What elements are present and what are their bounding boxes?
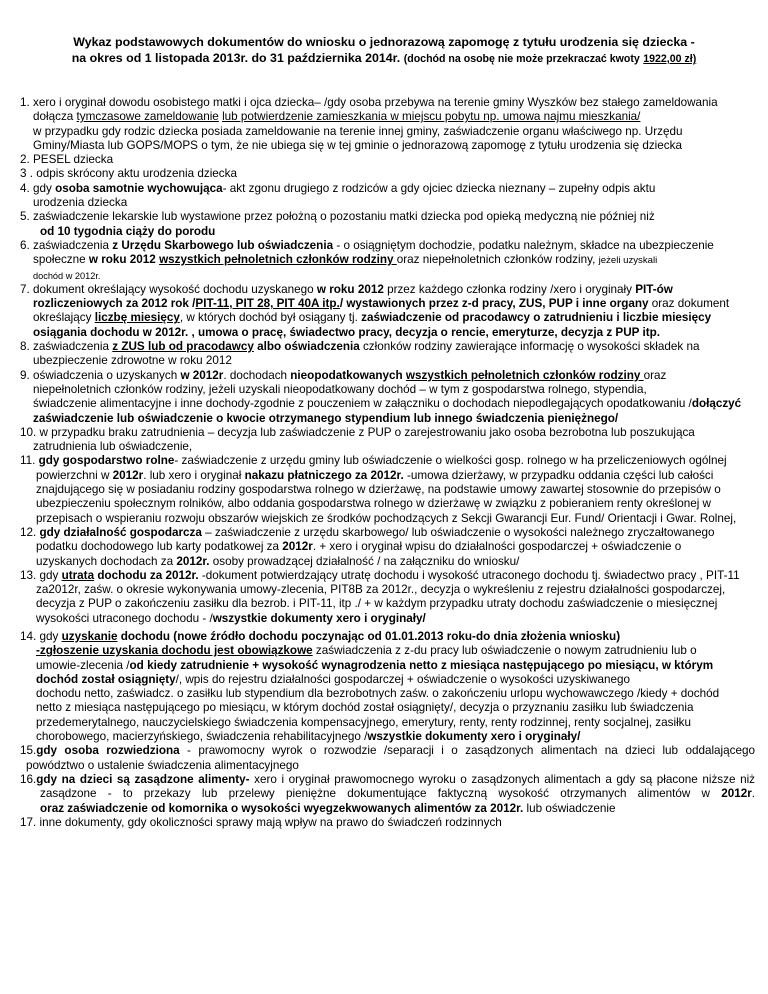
title-line-1: Wykaz podstawowych dokumentów do wniosku o jednorazową zapomogę z tytułu urodzenia się dziecka - <box>73 35 695 49</box>
title-income-amount: 1922,00 zł) <box>643 53 697 65</box>
title-line-2 <box>0 50 768 67</box>
document-title <box>0 34 768 67</box>
list-item-12: 12. gdy działalność gospodarcza – zaświadczenie z urzędu skarbowego/ lub oświadczenie o wysokości należnego zryczałtowanego podatku dochodowego lub karty podatkowej za 2012r. + xero i oryginał wpisu do działalności gospodarczej + oświadczenie o uzyskanych dochodach za 2012r. osoby prowadzącej działalność / na załączniku do wniosku/ <box>20 525 715 568</box>
list-item-5: 5. zaświadczenie lekarskie lub wystawione przez położną o pozostaniu matki dziecka pod opieką medyczną nie później niż od 10 tygodnia ciąży do porodu <box>20 210 655 238</box>
list-item-6: 6. zaświadczenia z Urzędu Skarbowego lub oświadczenia - o osiągniętym dochodzie, podatku należnym, składce na ubezpieczenie społeczne w roku 2012 wszystkich pełnoletnich członków rodziny oraz niepełnoletnich członków rodziny, jeżeli uzyskali dochód w 2012r. <box>20 238 714 281</box>
list-item-13: 13. gdy utrata dochodu za 2012r. -dokument potwierdzający utratę dochodu i wysokość utraconego dochodu tj. świadectwo pracy , PIT-11 za2012r, zaśw. o okresie wykonywania umowy-zlecenia, PIT8B za 2012r., decyzja o wykreśleniu z rejestru działalności gospodarczej, decyzja z PUP o zakończeniu zasiłku dla bezrob. i PIT-11, itp ./ + w każdym przypadku utraty dochodu zaświadczenie o miesięcznej wysokości utraconego dochodu - /wszystkie dokumenty xero i oryginały/ <box>20 568 740 625</box>
list-item-11: 11. gdy gospodarstwo rolne- zaświadczenie z urzędu gminy lub oświadczenie o wielkości gosp. rolnego w ha przeliczeniowych ogólnej powierzchni w 2012r. lub xero i oryginał nakazu płatniczego za 2012r. -umowa dzierżawy, w przypadku oddania części lub całości znajdującego się w posiadaniu rodziny gospodarstwa rolnego w dzierżawę, na podstawie umowy zawartej stosownie do przepisów o ubezpieczeniu społecznym rolników, albo oddania gospodarstwa rolnego w dzierżawę w związku z pobieraniem renty określonej w przepisach o wspieraniu rozwoju obszarów wiejskich ze środków pochodzących z Sekcji Gwarancji Eur. Fund/ Orientacji i Gwar. Rolnej, <box>20 454 737 525</box>
list-item-16: 16.gdy na dzieci są zasądzone alimenty- xero i oryginał prawomocnego wyroku o zasądzonych alimentach a gdy są płacone niższe niż zasądzone - to przekazy lub przelewy pieniężne dokumentujące faktyczną wysokość otrzymanych alimentów w 2012r. oraz zaświadczenie od komornika o wysokości wyegzekwowanych alimentów za 2012r. lub oświadczenie <box>20 772 756 815</box>
list-item-3: 3 . odpis skrócony aktu urodzenia dziecka <box>20 167 237 181</box>
list-item-1: 1. xero i oryginał dowodu osobistego matki i ojca dziecka– /gdy osoba przebywa na terenie gminy Wyszków bez stałego zameldowania dołącza tymczasowe zameldowanie lub potwierdzenie zamieszkania w miejscu pobytu np. umowa najmu mieszkania/ w przypadku gdy rodzic dziecka posiada zameldowanie na terenie innej gminy, zaświadczenie organu właściwego np. Urzędu Gminy/Miasta lub GOPS/MOPS o tym, że nie ubiega się w tej gminie o jednorazową zapomogę z tytułu urodzenia się dziecka <box>20 96 718 152</box>
list-item-15: 15.gdy osoba rozwiedziona - prawomocny wyrok o rozwodzie /separacji i o zasądzonych alimentach na dzieci lub oddalającego powództwo o ustalenie świadczenia alimentacyjnego <box>20 744 755 772</box>
title-income-note: (dochód na osobę nie może przekraczać kwoty <box>403 53 640 65</box>
list-item-2: 2. PESEL dziecka <box>20 153 114 167</box>
list-item-8: 8. zaświadczenia z ZUS lub od pracodawcy albo oświadczenia członków rodziny zawierające informację o wysokości składek na ubezpieczenie zdrowotne w roku 2012 <box>20 340 700 368</box>
document-list <box>20 96 755 830</box>
list-item-4: 4. gdy osoba samotnie wychowująca- akt zgonu drugiego z rodziców a gdy ojciec dziecka nieznany – zupełny odpis aktu urodzenia dziecka <box>20 181 656 210</box>
list-item-7: 7. dokument określający wysokość dochodu uzyskanego w roku 2012 przez każdego członka rodziny /xero i oryginały PIT-ów rozliczeniowych za 2012 rok /PIT-11, PIT 28, PIT 40A itp./ wystawionych przez z-d pracy, ZUS, PUP i inne organy oraz dokument określający liczbę miesięcy, w których dochód był osiągany tj. zaświadczenie od pracodawcy o zatrudnieniu i liczbie miesięcy osiągania dochodu w 2012r. , umowa o pracę, świadectwo pracy, decyzja o rencie, emeryturze, decyzja z PUP itp. <box>20 282 730 339</box>
list-item-10: 10. w przypadku braku zatrudnienia – decyzja lub zaświadczenie z PUP o zarejestrowaniu jako osoba bezrobotna lub poszukująca zatrudnienia lub oświadczenie, <box>20 425 695 454</box>
list-item-9: 9. oświadczenia o uzyskanych w 2012r. dochodach nieopodatkowanych wszystkich pełnoletnich członków rodziny oraz niepełnoletnich członków rodziny, jeżeli uzyskali nieopodatkowany dochód – w tym z gospodarstwa rolnego, stypendia, świadczenie alimentacyjne i inne dochody-zgodnie z pouczeniem w załączniku o dochodach niepodlegających opodatkowaniu /dołączyć zaświadczenie lub oświadczenie o kwocie otrzymanego stypendium lub innego świadczenia pieniężnego/ <box>20 368 742 425</box>
list-item-14: 14. gdy uzyskanie dochodu (nowe źródło dochodu poczynając od 01.01.2013 roku-do dnia złożenia wniosku) -zgłoszenie uzyskania dochodu jest obowiązkowe zaświadczenia z z-du pracy lub oświadczenie o nowym zatrudnieniu lub o umowie-zlecenia /od kiedy zatrudnienie + wysokość wynagrodzenia netto z miesiąca następującego po miesiącu, w którym dochód został osiągnięty/, wpis do rejestru działalności gospodarczej + oświadczenie o wysokości uzyskiwanego dochodu netto, zaświadcz. o zasiłku lub stypendium dla bezrobotnych zaśw. o zakończeniu urlopu wychowawczego /kiedy + dochód netto z miesiąca następującego po miesiącu, w którym dochód został osiągnięty/, decyzja o przyznaniu zasiłku lub świadczenia przedemerytalnego, nauczycielskiego świadczenia kompensacyjnego, emerytury, renty, renty rodzinnej, renty socjalnej, zasiłku chorobowego, macierzyńskiego, świadczenia rehabilitacyjnego /wszystkie dokumenty xero i oryginały/ <box>20 629 720 744</box>
title-period: na okres od 1 listopada 2013r. do 31 października 2014r. <box>71 51 401 65</box>
list-item-17: 17. inne dokumenty, gdy okoliczności sprawy mają wpływ na prawo do świadczeń rodzinnych <box>20 815 502 829</box>
